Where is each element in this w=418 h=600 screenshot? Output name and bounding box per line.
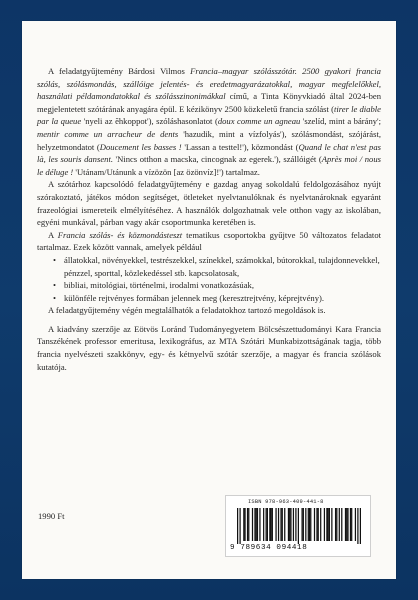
barcode-bar <box>293 508 294 541</box>
barcode-bar <box>278 508 279 541</box>
barcode-bar <box>318 508 319 541</box>
text-segment: 'Utánam/Utánunk a vízözön [az özönvíz]!') tartalmaz. <box>73 166 260 177</box>
barcode-bar <box>336 508 337 541</box>
barcode-bar <box>350 508 351 541</box>
barcode-bar <box>298 508 299 544</box>
list-item: • bibliai, mitológiai, történelmi, irodalmi vonatkozásúak, <box>53 279 381 292</box>
text-segment: tematikus csoportokba gyűjtve 50 változatos feladatot tartalmaz. Ezek között vannak, amelyek például <box>37 229 382 253</box>
barcode-bar <box>326 508 327 541</box>
barcode-bar <box>309 508 310 541</box>
barcode-bar <box>239 508 240 544</box>
list-item: • állatokkal, növényekkel, testrészekkel, színekkel, számokkal, bútorokkal, tulajdonnevekkel, pénzzel, sporttal, közlekedéssel stb. kapcsolatosak, <box>53 254 381 279</box>
barcode-bar <box>310 508 311 541</box>
barcode-bar <box>243 508 244 541</box>
barcode-bar <box>282 508 283 541</box>
barcode-bar <box>305 508 306 541</box>
text-segment: 'Nincs otthon a macska, cincognak az egerek.'), szállóigét ( <box>112 154 322 165</box>
barcode-bar <box>254 508 255 541</box>
barcode-bar <box>331 508 332 541</box>
paragraph-description <box>37 65 381 178</box>
barcode-bar <box>252 508 253 541</box>
barcode-bar <box>329 508 330 541</box>
barcode-bar <box>301 508 302 541</box>
text-segment: 'nyeli az ĕhkoppot'), szóláshasonlatot ( <box>81 116 218 127</box>
barcode-bar <box>256 508 257 541</box>
barcode-bar <box>346 508 347 541</box>
barcode-bar <box>237 508 238 544</box>
text-segment: 'szelíd, mint a bárány'; <box>300 116 381 127</box>
barcode-bar <box>259 508 260 541</box>
barcode-bar <box>289 508 290 541</box>
barcode-bar <box>308 508 309 541</box>
barcode-bar <box>341 508 342 541</box>
barcode-bar <box>339 508 340 541</box>
barcode-bar <box>270 508 271 541</box>
barcode-bar <box>355 508 356 541</box>
barcode-bar <box>316 508 317 541</box>
book-title: Francia szólás- és közmondásteszt <box>57 229 183 240</box>
french-example: Quand le chat n'est pas là, les souris dansent. <box>37 141 381 165</box>
text-segment: A feladatgyűjtemény Bárdosi Vilmos <box>48 66 191 76</box>
blurb-text <box>37 65 381 373</box>
dictionary-title: Francia–magyar szólásszótár. 2500 gyakori francia szólás, szólásmondás, szállóige jelentés- és eredetmagyarázatokkal, magyar megfelelőkkel, használati példamondatokkal és szólásszinonimákkal <box>37 66 381 102</box>
barcode-bar <box>314 508 315 541</box>
barcode-bar <box>328 508 329 541</box>
barcode-bar <box>272 508 273 541</box>
barcode-bar <box>295 508 296 541</box>
text-segment: 'Lassan a testtel!'), közmondást ( <box>181 141 299 152</box>
barcode-bar <box>335 508 336 541</box>
barcode-bar <box>275 508 276 541</box>
barcode-bar <box>357 508 358 544</box>
text-segment: 'hazudik, mint a vízfolyás'), szólásmondást, szójárást, helyzetmondatot ( <box>37 128 381 152</box>
barcode-bar <box>360 508 361 544</box>
french-example: tirer le diable par la queue <box>37 103 381 127</box>
paragraph-purpose: A szótárhoz kapcsolódó feladatgyűjtemény e gazdag anyag sokoldalú feldolgozásához nyújt szórakoztató, játékos módon segítséget, ötleteket nyelvtanulóknak és nyelvtanároknak egyaránt frazeológiai ismereteik elmélyítéséhez. A használók dolgozhatnak vele otthon vagy az iskolában, egyéni munkával, párban vagy akár csoportmunka keretében is. <box>37 179 381 228</box>
price-label: 1990 Ft <box>38 511 65 521</box>
text-segment: A <box>48 229 58 240</box>
french-example: mentir comme un arracheur de dents <box>37 128 179 139</box>
barcode-bar <box>247 508 248 541</box>
barcode-bar <box>269 508 270 541</box>
isbn-label: ISBN 978-963-409-441-8 <box>248 499 324 505</box>
list-item: • különféle rejtvényes formában jelennek meg (keresztrejtvény, képrejtvény). <box>53 292 381 305</box>
task-type-list <box>37 254 381 304</box>
paragraph-contents <box>37 229 381 254</box>
paragraph-solutions: A feladatgyűjtemény végén megtalálhatók a feladatokhoz tartozó megoldások is. <box>48 305 326 316</box>
barcode-bar <box>267 508 268 541</box>
barcode-bar <box>290 508 291 541</box>
cover-text-panel <box>22 21 396 579</box>
french-example: doux comme un agneau <box>217 116 301 127</box>
barcode-bar <box>288 508 289 541</box>
barcode-bar <box>345 508 346 541</box>
barcode-bar <box>303 508 304 541</box>
paragraph-author: A kiadvány szerzője az Eötvös Loránd Tudományegyetem Bölcsészettudományi Kara Francia Tanszékének professor emeritusa, lexikográfus, az MTA Szótári Munkabizottságának tagja, több francia nyelvészeti szakkönyv, egy- és kétnyelvű szótár szerzője, a magyar és francia szólások kutatója. <box>37 323 381 372</box>
barcode-bar <box>248 508 249 541</box>
french-example: Après moi / nous le déluge ! <box>37 154 381 177</box>
barcode-bar <box>244 508 245 541</box>
barcode-bar <box>347 508 348 541</box>
french-example: Doucement les basses ! <box>99 141 182 152</box>
barcode-bar <box>324 508 325 541</box>
barcode-bars <box>237 508 361 544</box>
barcode-bar <box>263 508 264 541</box>
barcode-bar <box>257 508 258 541</box>
isbn-barcode <box>225 495 371 557</box>
barcode-bar <box>266 508 267 541</box>
barcode-bar <box>280 508 281 541</box>
barcode-bar <box>284 508 285 541</box>
barcode-bar <box>351 508 352 541</box>
isbn-digits: 9 789634 094418 <box>230 544 308 552</box>
text-segment: című, a Tinta Könyvkiadó által 2024-ben megjelentetett szótárának anyagára épül. E kézikönyv 2500 közkeletű francia szólást ( <box>37 91 382 114</box>
barcode-bar <box>320 508 321 541</box>
